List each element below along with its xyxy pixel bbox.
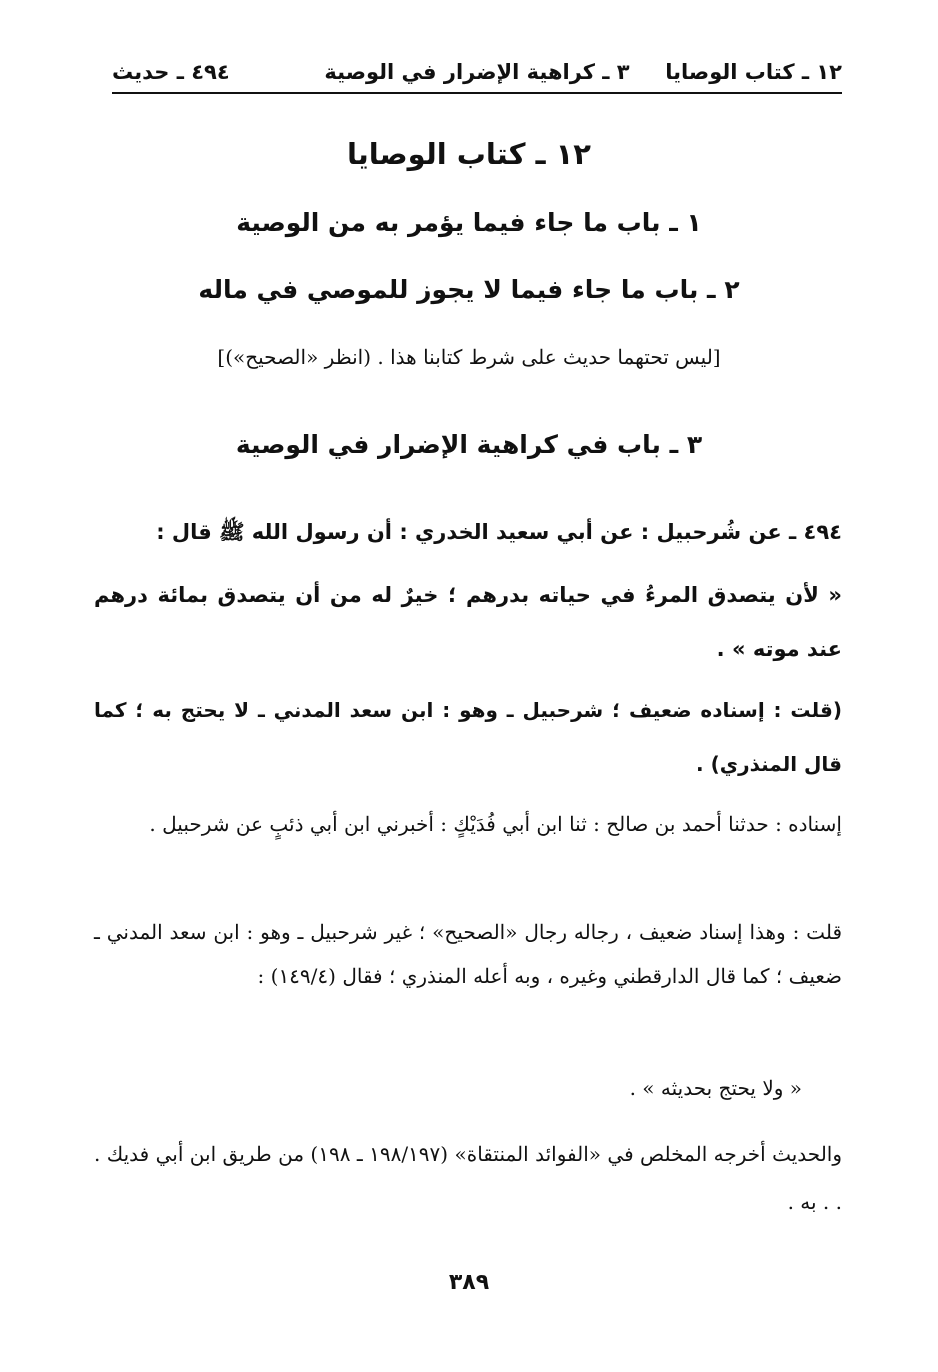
commentary-paragraph: قلت : وهذا إسناد ضعيف ، رجاله رجال «الصحيح» ؛ غير شرحبيل ـ وهو : ابن سعد المدني ـ ضعيف ؛ كما قال الدارقطني وغيره ، وبه أعله المنذري ؛ فقال (١٤٩/٤) : xyxy=(94,920,842,988)
editor-note: [ليس تحتهما حديث على شرط كتابنا هذا . (انظر «الصحيح»)] xyxy=(217,345,721,369)
grading-note: (قلت : إسناده ضعيف ؛ شرحبيل ـ وهو : ابن سعد المدني ـ لا يحتج به ؛ كما قال المنذري) . xyxy=(94,698,842,776)
isnad-paragraph: إسناده : حدثنا أحمد بن صالح : ثنا ابن أبي فُدَيْكٍ : أخبرني ابن أبي ذئبٍ عن شرحبيل . xyxy=(149,812,842,836)
chapter-heading-3: ٣ ـ باب في كراهية الإضرار في الوصية xyxy=(235,430,703,459)
header-chapter-title: ٣ ـ كراهية الإضرار في الوصية xyxy=(324,60,630,84)
book-title: ١٢ ـ كتاب الوصايا xyxy=(346,137,592,171)
header-book-title: ١٢ ـ كتاب الوصايا xyxy=(665,60,842,84)
hadith-intro: ٤٩٤ ـ عن شُرحبيل : عن أبي سعيد الخدري : أن رسول الله ﷺ قال : xyxy=(156,520,842,544)
chapter-heading-1: ١ ـ باب ما جاء فيما يؤمر به من الوصية xyxy=(236,208,702,237)
header-hadith-number: ٤٩٤ ـ حديث xyxy=(112,60,230,84)
running-header xyxy=(112,58,842,94)
quotation: « ولا يحتج بحديثه » . xyxy=(629,1076,802,1100)
page-number: ٣٨٩ xyxy=(448,1270,490,1295)
hadith-text: « لأن يتصدق المرءُ في حياته بدرهم ؛ خيرٌ له من أن يتصدق بمائة درهم عند موته » . xyxy=(94,583,842,661)
takhrij-paragraph: والحديث أخرجه المخلص في «الفوائد المنتقاة» (١٩٨/١٩٧ ـ ١٩٨) من طريق ابن أبي فديك . . . به . xyxy=(94,1142,843,1214)
chapter-heading-2: ٢ ـ باب ما جاء فيما لا يجوز للموصي في ماله xyxy=(198,275,740,304)
